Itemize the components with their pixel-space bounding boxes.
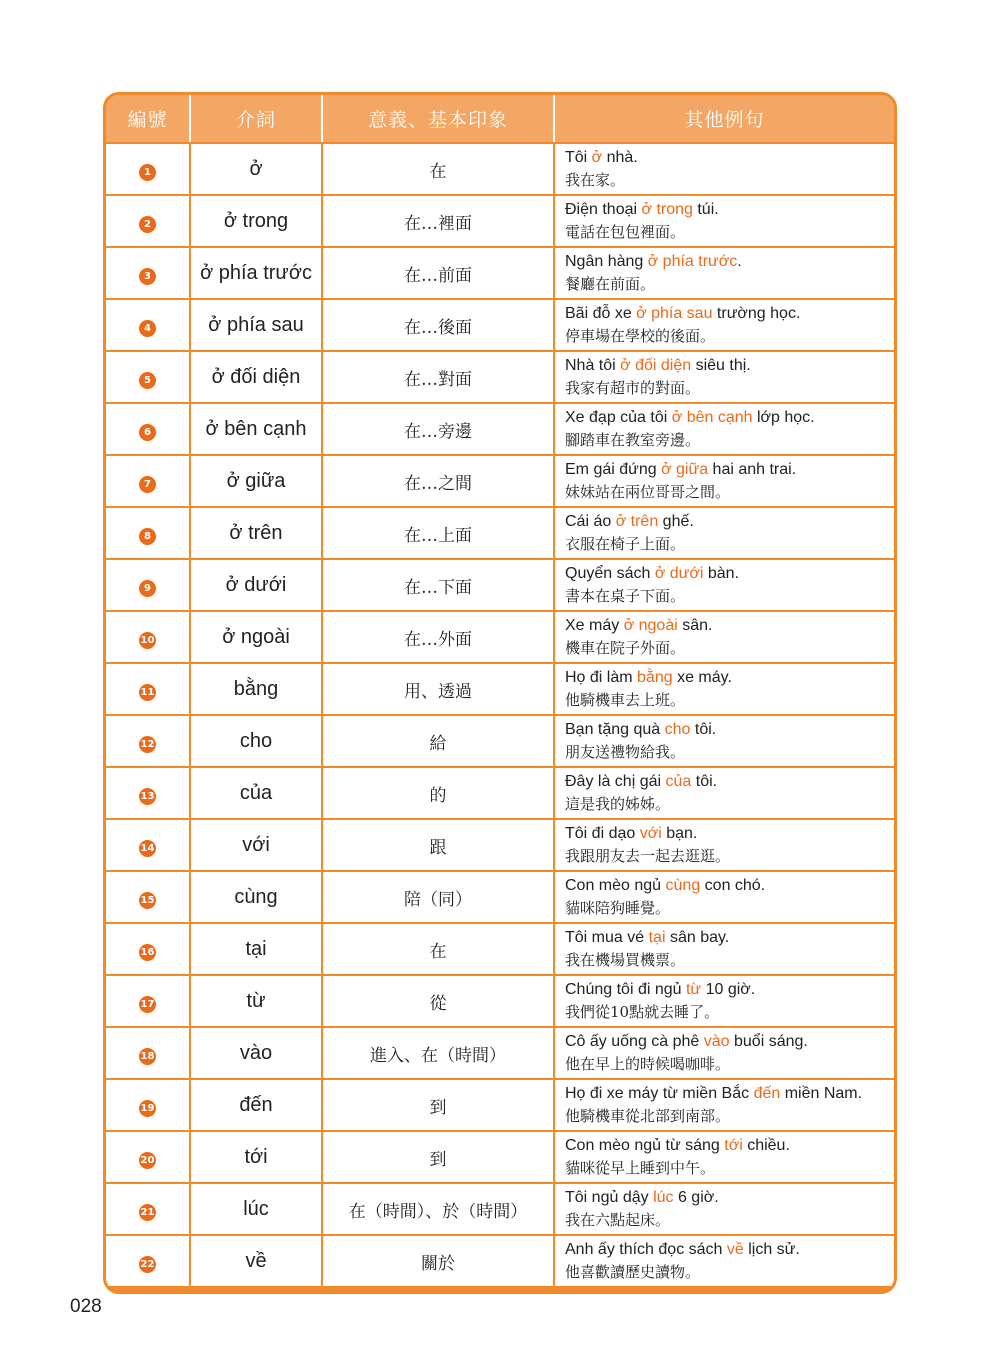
row-number-badge: 17 xyxy=(139,996,156,1013)
meaning-cell xyxy=(322,611,554,663)
meaning-cell xyxy=(322,1131,554,1183)
table-row xyxy=(106,663,894,715)
table-row xyxy=(106,715,894,767)
example-vietnamese xyxy=(565,303,894,325)
row-number-cell xyxy=(106,247,190,299)
example-vi-before: Nhà tôi xyxy=(565,357,621,374)
example-cell xyxy=(554,195,894,247)
table-row xyxy=(106,299,894,351)
page-number: 028 xyxy=(70,1296,102,1317)
preposition-cell xyxy=(190,455,322,507)
example-vi-before: Tôi đi dạo xyxy=(565,825,640,842)
example-vi-highlight: của xyxy=(665,773,692,790)
preposition-text: ở xyxy=(249,157,263,180)
row-number-cell xyxy=(106,663,190,715)
example-cell xyxy=(554,1131,894,1183)
example-vi-highlight: với xyxy=(639,825,662,842)
example-chinese: 我們從10點就去睡了。 xyxy=(565,1003,720,1021)
row-number-cell xyxy=(106,819,190,871)
example-chinese: 他騎機車去上班。 xyxy=(565,691,686,709)
preposition-cell xyxy=(190,923,322,975)
row-number-badge: 22 xyxy=(139,1256,156,1273)
preposition-cell xyxy=(190,663,322,715)
meaning-text: 用、透過 xyxy=(404,681,472,702)
example-vi-highlight: ở trên xyxy=(615,513,659,530)
example-cell xyxy=(554,767,894,819)
example-vietnamese xyxy=(565,615,894,637)
preposition-text: về xyxy=(245,1249,267,1272)
example-vietnamese xyxy=(565,1083,894,1105)
example-vi-highlight: tại xyxy=(648,929,666,946)
example-vi-after: lịch sử. xyxy=(743,1241,800,1258)
preposition-text: ở trong xyxy=(223,209,289,232)
example-vi-highlight: tới xyxy=(724,1137,743,1154)
meaning-text: 在 xyxy=(429,161,447,182)
meaning-cell xyxy=(322,975,554,1027)
row-number-badge: 5 xyxy=(139,372,156,389)
example-chinese: 腳踏車在教室旁邊。 xyxy=(565,431,701,449)
table-row xyxy=(106,559,894,611)
row-number-badge: 10 xyxy=(139,632,156,649)
example-cell xyxy=(554,871,894,923)
header-meaning: 意義、基本印象 xyxy=(322,95,554,143)
table-header-row xyxy=(106,95,894,143)
example-vietnamese xyxy=(565,771,894,793)
example-vi-after: tôi. xyxy=(690,721,717,738)
example-vi-after: 10 giờ. xyxy=(701,981,756,998)
meaning-text: 關於 xyxy=(421,1253,455,1274)
example-cell xyxy=(554,403,894,455)
preposition-text: ở giữa xyxy=(226,469,286,492)
example-vi-before: Quyển sách xyxy=(565,565,655,582)
meaning-text: 到 xyxy=(429,1149,447,1170)
example-vi-highlight: ở dưới xyxy=(654,565,704,582)
example-vi-before: Tôi xyxy=(565,149,592,166)
preposition-table xyxy=(106,95,894,1286)
example-chinese: 停車場在學校的後面。 xyxy=(565,327,716,345)
meaning-cell xyxy=(322,663,554,715)
table-row xyxy=(106,455,894,507)
meaning-text: 從 xyxy=(429,993,447,1014)
row-number-cell xyxy=(106,767,190,819)
row-number-cell xyxy=(106,143,190,195)
example-vi-highlight: lúc xyxy=(653,1189,674,1206)
meaning-cell xyxy=(322,923,554,975)
example-cell xyxy=(554,1027,894,1079)
example-vi-before: Bãi đỗ xe xyxy=(565,305,637,322)
meaning-text: 在…下面 xyxy=(404,577,472,598)
table-row xyxy=(106,611,894,663)
example-vietnamese xyxy=(565,823,894,845)
preposition-cell xyxy=(190,507,322,559)
example-vi-after: nhà. xyxy=(602,149,638,166)
example-chinese: 我跟朋友去一起去逛逛。 xyxy=(565,847,731,865)
example-vietnamese xyxy=(565,1187,894,1209)
example-vietnamese xyxy=(565,875,894,897)
example-chinese: 朋友送禮物給我。 xyxy=(565,743,686,761)
row-number-cell xyxy=(106,507,190,559)
example-vietnamese xyxy=(565,979,894,1001)
example-vietnamese xyxy=(565,199,894,221)
example-vi-highlight: ở phía trước xyxy=(647,253,738,270)
example-vi-after: chiều. xyxy=(742,1137,790,1154)
preposition-text: lúc xyxy=(243,1197,269,1220)
example-chinese: 衣服在椅子上面。 xyxy=(565,535,686,553)
example-chinese: 貓咪從早上睡到中午。 xyxy=(565,1159,716,1177)
meaning-cell xyxy=(322,1235,554,1286)
table-row xyxy=(106,819,894,871)
meaning-text: 到 xyxy=(429,1097,447,1118)
example-vi-before: Tôi ngủ dậy xyxy=(565,1189,654,1206)
row-number-cell xyxy=(106,1235,190,1286)
preposition-cell xyxy=(190,559,322,611)
example-vi-highlight: vào xyxy=(703,1033,730,1050)
example-cell xyxy=(554,559,894,611)
meaning-cell xyxy=(322,559,554,611)
row-number-cell xyxy=(106,403,190,455)
preposition-table-frame xyxy=(103,92,897,1294)
example-vi-before: Tôi mua vé xyxy=(565,929,649,946)
example-vi-highlight: đến xyxy=(753,1085,781,1102)
meaning-text: 跟 xyxy=(429,837,447,858)
meaning-text: 在…上面 xyxy=(404,525,472,546)
example-vi-before: Bạn tặng quà xyxy=(565,721,665,738)
row-number-badge: 2 xyxy=(139,216,156,233)
example-vi-after: tôi. xyxy=(691,773,718,790)
preposition-text: ở đối diện xyxy=(211,365,301,388)
row-number-cell xyxy=(106,1131,190,1183)
example-vi-before: Họ đi làm xyxy=(565,669,638,686)
example-vietnamese xyxy=(565,667,894,689)
example-vi-before: Anh ấy thích đọc sách xyxy=(565,1241,727,1258)
example-vi-after: trường học. xyxy=(712,305,801,322)
preposition-text: ở phía trước xyxy=(200,261,312,284)
preposition-cell xyxy=(190,1079,322,1131)
example-vietnamese xyxy=(565,251,894,273)
meaning-cell xyxy=(322,403,554,455)
preposition-text: cho xyxy=(239,729,273,752)
row-number-badge: 11 xyxy=(139,684,156,701)
example-vi-highlight: ở giữa xyxy=(661,461,709,478)
preposition-text: ở trên xyxy=(229,521,283,544)
row-number-badge: 4 xyxy=(139,320,156,337)
row-number-badge: 12 xyxy=(139,736,156,753)
example-cell xyxy=(554,351,894,403)
meaning-cell xyxy=(322,715,554,767)
example-vi-before: Em gái đứng xyxy=(565,461,662,478)
example-chinese: 這是我的姊姊。 xyxy=(565,795,671,813)
row-number-badge: 9 xyxy=(139,580,156,597)
example-cell xyxy=(554,143,894,195)
example-cell xyxy=(554,923,894,975)
example-cell xyxy=(554,299,894,351)
preposition-text: ở phía sau xyxy=(208,313,304,336)
example-cell xyxy=(554,975,894,1027)
row-number-badge: 19 xyxy=(139,1100,156,1117)
example-vietnamese xyxy=(565,563,894,585)
example-vi-highlight: bằng xyxy=(637,669,673,686)
example-vi-after: sân. xyxy=(677,617,713,634)
example-chinese: 我在六點起床。 xyxy=(565,1211,671,1229)
preposition-cell xyxy=(190,299,322,351)
meaning-text: 在…外面 xyxy=(404,629,472,650)
example-vi-highlight: ở phía sau xyxy=(636,305,713,322)
table-row xyxy=(106,507,894,559)
example-vietnamese xyxy=(565,147,894,169)
example-vi-highlight: ở xyxy=(591,149,603,166)
example-vi-highlight: ở ngoài xyxy=(623,617,678,634)
example-vi-after: ghế. xyxy=(658,513,694,530)
example-vi-before: Họ đi xe máy từ miền Bắc xyxy=(565,1085,754,1102)
example-vi-before: Xe đạp của tôi xyxy=(565,409,672,426)
row-number-cell xyxy=(106,975,190,1027)
example-chinese: 貓咪陪狗睡覺。 xyxy=(565,899,671,917)
example-cell xyxy=(554,1079,894,1131)
example-cell xyxy=(554,715,894,767)
example-cell xyxy=(554,1183,894,1235)
example-vi-after: . xyxy=(737,253,742,270)
example-chinese: 我家有超市的對面。 xyxy=(565,379,701,397)
example-vietnamese xyxy=(565,407,894,429)
example-vi-after: 6 giờ. xyxy=(673,1189,719,1206)
row-number-cell xyxy=(106,923,190,975)
meaning-cell xyxy=(322,1183,554,1235)
example-vi-before: Con mèo ngủ xyxy=(565,877,666,894)
row-number-badge: 3 xyxy=(139,268,156,285)
example-vi-before: Đây là chị gái xyxy=(565,773,666,790)
meaning-cell xyxy=(322,1027,554,1079)
row-number-badge: 21 xyxy=(139,1204,156,1221)
row-number-cell xyxy=(106,1027,190,1079)
row-number-cell xyxy=(106,299,190,351)
example-vi-after: lớp học. xyxy=(752,409,815,426)
example-cell xyxy=(554,247,894,299)
example-vi-after: con chó. xyxy=(700,877,766,894)
meaning-text: 進入、在（時間） xyxy=(370,1045,506,1066)
table-row xyxy=(106,1183,894,1235)
example-vi-before: Cái áo xyxy=(565,513,616,530)
meaning-text: 在…前面 xyxy=(404,265,472,286)
example-vi-before: Xe máy xyxy=(565,617,624,634)
example-vi-after: túi. xyxy=(692,201,719,218)
meaning-text: 在（時間）、於（時間） xyxy=(348,1201,528,1222)
example-cell xyxy=(554,1235,894,1286)
example-vi-after: hai anh trai. xyxy=(708,461,797,478)
header-examples: 其他例句 xyxy=(554,95,894,143)
row-number-cell xyxy=(106,611,190,663)
meaning-cell xyxy=(322,455,554,507)
row-number-cell xyxy=(106,715,190,767)
meaning-text: 給 xyxy=(429,733,447,754)
table-row xyxy=(106,351,894,403)
preposition-text: ở ngoài xyxy=(222,625,290,648)
table-row xyxy=(106,1027,894,1079)
row-number-cell xyxy=(106,1183,190,1235)
row-number-badge: 14 xyxy=(139,840,156,857)
example-vi-highlight: cùng xyxy=(665,877,701,894)
row-number-badge: 7 xyxy=(139,476,156,493)
preposition-text: của xyxy=(239,781,273,804)
preposition-text: từ xyxy=(246,989,266,1012)
example-vietnamese xyxy=(565,719,894,741)
meaning-text: 在…旁邊 xyxy=(404,421,472,442)
example-chinese: 電話在包包裡面。 xyxy=(565,223,686,241)
meaning-cell xyxy=(322,351,554,403)
meaning-cell xyxy=(322,247,554,299)
preposition-text: ở dưới xyxy=(225,573,287,596)
meaning-text: 在…對面 xyxy=(404,369,472,390)
row-number-cell xyxy=(106,1079,190,1131)
example-vi-after: bàn. xyxy=(703,565,740,582)
example-chinese: 他在早上的時候喝咖啡。 xyxy=(565,1055,731,1073)
preposition-cell xyxy=(190,143,322,195)
example-cell xyxy=(554,455,894,507)
preposition-text: tại xyxy=(245,937,267,960)
example-vi-after: sân bay. xyxy=(665,929,730,946)
table-row xyxy=(106,1131,894,1183)
table-row xyxy=(106,1235,894,1286)
example-vi-before: Chúng tôi đi ngủ xyxy=(565,981,686,998)
preposition-cell xyxy=(190,1027,322,1079)
header-number: 編號 xyxy=(106,95,190,143)
example-vi-before: Điện thoại xyxy=(565,201,642,218)
preposition-cell xyxy=(190,351,322,403)
example-vietnamese xyxy=(565,511,894,533)
preposition-cell xyxy=(190,1183,322,1235)
example-chinese: 他喜歡讀歷史讀物。 xyxy=(565,1263,701,1281)
table-row xyxy=(106,975,894,1027)
example-vi-after: xe máy. xyxy=(672,669,732,686)
example-vi-highlight: ở bên cạnh xyxy=(671,409,753,426)
table-row xyxy=(106,195,894,247)
example-chinese: 機車在院子外面。 xyxy=(565,639,686,657)
example-vi-before: Con mèo ngủ từ sáng xyxy=(565,1137,725,1154)
preposition-cell xyxy=(190,871,322,923)
example-vi-before: Cô ấy uống cà phê xyxy=(565,1033,704,1050)
row-number-badge: 18 xyxy=(139,1048,156,1065)
table-row xyxy=(106,247,894,299)
meaning-text: 在…後面 xyxy=(404,317,472,338)
example-vietnamese xyxy=(565,1239,894,1261)
example-cell xyxy=(554,819,894,871)
table-row xyxy=(106,767,894,819)
example-chinese: 我在家。 xyxy=(565,171,626,189)
example-vietnamese xyxy=(565,1031,894,1053)
meaning-cell xyxy=(322,767,554,819)
preposition-cell xyxy=(190,403,322,455)
meaning-cell xyxy=(322,195,554,247)
example-chinese: 妹妹站在兩位哥哥之間。 xyxy=(565,483,731,501)
preposition-cell xyxy=(190,247,322,299)
example-vietnamese xyxy=(565,459,894,481)
example-vietnamese xyxy=(565,355,894,377)
table-row xyxy=(106,403,894,455)
preposition-cell xyxy=(190,1235,322,1286)
example-vi-highlight: về xyxy=(726,1241,744,1258)
preposition-text: ở bên cạnh xyxy=(205,417,307,440)
table-row xyxy=(106,1079,894,1131)
preposition-cell xyxy=(190,611,322,663)
row-number-badge: 8 xyxy=(139,528,156,545)
example-vi-after: siêu thị. xyxy=(691,357,751,374)
example-vi-after: miền Nam. xyxy=(780,1085,863,1102)
table-row xyxy=(106,143,894,195)
example-vi-highlight: ở trong xyxy=(641,201,693,218)
preposition-cell xyxy=(190,975,322,1027)
preposition-text: vào xyxy=(239,1041,273,1064)
row-number-badge: 1 xyxy=(139,164,156,181)
row-number-badge: 6 xyxy=(139,424,156,441)
table-row xyxy=(106,923,894,975)
row-number-cell xyxy=(106,871,190,923)
preposition-text: bằng xyxy=(233,677,279,700)
preposition-text: tới xyxy=(244,1145,268,1168)
example-vietnamese xyxy=(565,1135,894,1157)
meaning-text: 陪（同） xyxy=(404,889,472,910)
preposition-cell xyxy=(190,819,322,871)
meaning-text: 在…裡面 xyxy=(404,213,472,234)
row-number-cell xyxy=(106,559,190,611)
example-vietnamese xyxy=(565,927,894,949)
preposition-text: với xyxy=(242,833,270,856)
meaning-cell xyxy=(322,819,554,871)
example-cell xyxy=(554,507,894,559)
preposition-cell xyxy=(190,195,322,247)
preposition-text: cùng xyxy=(234,885,278,908)
example-vi-highlight: cho xyxy=(664,721,691,738)
row-number-cell xyxy=(106,455,190,507)
meaning-cell xyxy=(322,1079,554,1131)
example-vi-after: buổi sáng. xyxy=(729,1033,808,1050)
preposition-cell xyxy=(190,1131,322,1183)
table-row xyxy=(106,871,894,923)
example-chinese: 餐廳在前面。 xyxy=(565,275,656,293)
row-number-cell xyxy=(106,351,190,403)
example-vi-highlight: ở đối diện xyxy=(620,357,692,374)
meaning-cell xyxy=(322,871,554,923)
row-number-cell xyxy=(106,195,190,247)
preposition-text: đến xyxy=(239,1093,273,1116)
meaning-text: 在 xyxy=(429,941,447,962)
example-cell xyxy=(554,663,894,715)
header-preposition: 介詞 xyxy=(190,95,322,143)
meaning-text: 的 xyxy=(429,785,447,806)
preposition-cell xyxy=(190,715,322,767)
example-cell xyxy=(554,611,894,663)
example-chinese: 他騎機車從北部到南部。 xyxy=(565,1107,731,1125)
row-number-badge: 13 xyxy=(139,788,156,805)
meaning-cell xyxy=(322,299,554,351)
preposition-cell xyxy=(190,767,322,819)
example-vi-before: Ngân hàng xyxy=(565,253,648,270)
meaning-cell xyxy=(322,143,554,195)
row-number-badge: 16 xyxy=(139,944,156,961)
example-chinese: 書本在桌子下面。 xyxy=(565,587,686,605)
example-vi-highlight: từ xyxy=(685,981,702,998)
example-vi-after: bạn. xyxy=(661,825,698,842)
row-number-badge: 20 xyxy=(139,1152,156,1169)
row-number-badge: 15 xyxy=(139,892,156,909)
meaning-cell xyxy=(322,507,554,559)
meaning-text: 在…之間 xyxy=(404,473,472,494)
example-chinese: 我在機場買機票。 xyxy=(565,951,686,969)
